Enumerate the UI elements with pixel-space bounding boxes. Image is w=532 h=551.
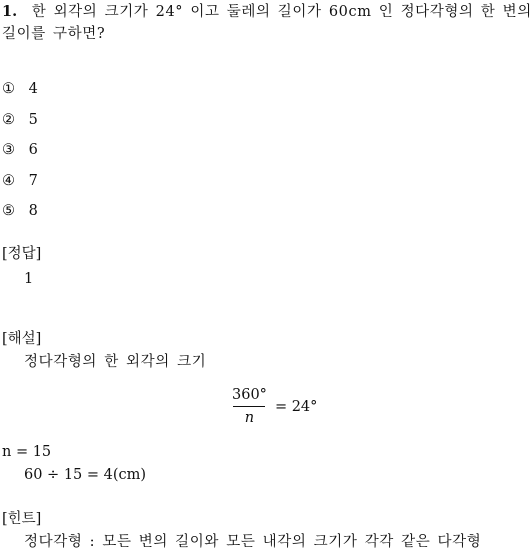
choice-mark: ③	[2, 142, 15, 158]
explanation-line-3: n = 15	[2, 444, 52, 460]
answer-value: 1	[24, 271, 34, 287]
fraction-numerator: 360°	[232, 387, 267, 403]
choice-5[interactable]	[2, 202, 38, 220]
choice-value: 5	[28, 112, 38, 128]
fraction-rhs: = 24°	[274, 398, 318, 415]
choice-mark: ⑤	[2, 203, 15, 219]
question-text-line-2: 길이를 구하면?	[2, 26, 106, 42]
choice-2[interactable]	[2, 111, 38, 129]
explanation-line-1: 정다각형의 한 외각의 크기	[24, 354, 207, 370]
fraction-denominator: n	[244, 410, 255, 426]
choice-value: 4	[28, 81, 38, 97]
hint-text: 정다각형 : 모든 변의 길이와 모든 내각의 크기가 각각 같은 다각형	[24, 534, 482, 550]
choice-mark: ④	[2, 173, 15, 189]
choice-1[interactable]	[2, 80, 38, 98]
choice-mark: ②	[2, 112, 15, 128]
explanation-label: [해설]	[2, 331, 42, 347]
choice-value: 8	[28, 203, 38, 219]
question-line-1	[2, 3, 532, 21]
question-text-line-1: 한 외각의 크기가 24° 이고 둘레의 길이가 60cm 인 정다각형의 한 변의	[31, 4, 532, 20]
answer-label: [정답]	[2, 246, 42, 262]
question-number: 1.	[2, 3, 18, 20]
choice-value: 6	[28, 142, 38, 158]
fraction-equation	[230, 386, 317, 427]
choice-3[interactable]	[2, 141, 38, 159]
fraction	[230, 386, 269, 427]
choice-value: 7	[28, 173, 38, 189]
hint-label: [힌트]	[2, 511, 42, 527]
choice-4[interactable]	[2, 172, 38, 190]
choice-mark: ①	[2, 81, 15, 97]
explanation-line-4: 60 ÷ 15 = 4(cm)	[24, 467, 147, 483]
